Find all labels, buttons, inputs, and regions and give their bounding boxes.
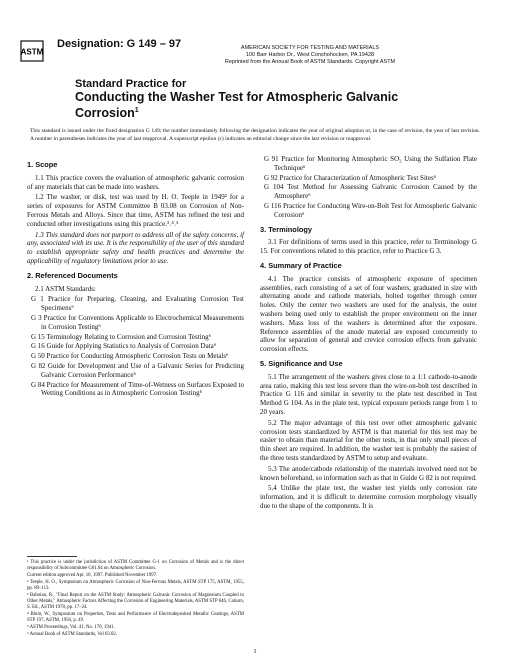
reference-item: G 82 Guide for Development and Use of a Galvanic Series for Predicting Galvanic Corrosion Performance⁶ [31,361,244,379]
paragraph: 1.1 This practice covers the evaluation of atmospheric galvanic corrosion of any materials that can be made into washers. [27,173,244,191]
footnote-rule [27,556,77,557]
reference-item: G 116 Practice for Conducting Wire-on-Bolt Test for Atmospheric Galvanic Corrosion⁶ [264,201,477,219]
reference-item: G 3 Practice for Conventions Applicable to Electrochemical Measurements in Corrosion Testing⁶ [31,313,244,331]
paragraph: 5.1 The arrangement of the washers gives close to a 1:1 cathode-to-anode area ratio, making this test less severe than the wire-on-bolt test described in Practice G 116 and similar in severity to the plate test described in Test Method G 104. As in the plate test, typical exposure periods range from 1 to 20 years. [260,372,477,416]
footnote: ² Teeple, H. O., Symposium on Atmospheric Corrosion of Non-Ferrous Metals, ASTM STP 175, ASTM, 1955, pp. 89–113. [27,580,244,591]
paragraph: 3.1 For definitions of terms used in this practice, refer to Terminology G 15. For conventions related to this practice, refer to Practice G 3. [260,238,477,256]
footnote: ⁵ ASTM Proceedings, Vol. 41, No. 170, 1941. [27,625,115,630]
page-number: 1 [253,648,257,655]
paragraph: 2.1 ASTM Standards: [35,284,96,293]
publisher-line: 100 Barr Harbor Dr., West Conshohocken, PA 19428 [245,52,375,58]
footnote: Current edition approved Apr. 10, 1997. Published November 1997. [27,573,158,578]
reference-item: G 50 Practice for Conducting Atmospheric Corrosion Tests on Metals⁶ [31,352,229,361]
title-line: Standard Practice for [75,78,187,90]
section-heading: 4. Summary of Practice [260,260,342,270]
reference-item: G 84 Practice for Measurement of Time-of-Wetness on Surfaces Exposed to Wetting Conditions as in Atmospheric Corrosion Testing⁶ [31,380,244,398]
footnote: ¹ This practice is under the jurisdiction of ASTM Committee G-1 on Corrosion of Metals and is the direct responsibility of Subcommittee G01.04 on Atmospheric Corrosion. [27,560,244,571]
section-heading: 5. Significance and Use [260,358,343,368]
title-line-text: Corrosion [75,106,135,121]
paragraph: 1.2 The washer, or disk, test was used by H. O. Teeple in 1949² for a series of exposures for ASTM Committee B 03.08 on Corrosion of Non-Ferrous Metals and Alloys. Since that time, ASTM has refined the test and conducted other investigations using this practice.³˒⁴˒⁵ [27,193,244,228]
paragraph: 1.3 This standard does not purport to address all of the safety concerns, if any, associated with its use. It is the responsibility of the user of this standard to establish appropriate safety and health practices and determine the applicability of regulatory limitations prior to use. [27,230,244,265]
reference-item: G 1 Practice for Preparing, Cleaning, and Evaluating Corrosion Test Specimens⁶ [31,295,244,313]
designation-note: This standard is issued under the fixed designation G 149; the number immediately following the designation indicates the year of original adoption or, in the case of revision, the year of last revision. A number in parentheses indicates the year of last reapproval. A superscript epsilon (ε) indicates an editorial change since the last revision or reapproval. [30,128,480,142]
title-footnote-mark: 1 [134,107,139,114]
document-title [75,78,435,120]
section-heading: 2. Referenced Documents [27,270,118,280]
publisher-line: Reprinted from the Annual Book of ASTM Standards. Copyright ASTM [224,59,396,65]
section-heading: 1. Scope [27,160,58,169]
paragraph: 4.1 The practice consists of atmospheric exposure of specimen assemblies, each consisting of a set of four washers, graduated in size with alternating anode and cathode materials, bolted together through center holes. Only the center two washers are used for the analysis, the outer washers being used only to establish the proper environment on the inner washers. Mass loss of the washers is determined after the exposure. Reference assemblies of the anode material are exposed concurrently to allow for separation of general and crevice corrosion effects from galvanic corrosion effects. [260,274,477,354]
reference-item: G 15 Terminology Relating to Corrosion and Corrosion Testing⁶ [31,332,212,341]
reference-item: G 104 Test Method for Assessing Galvanic Corrosion Caused by the Atmosphere⁶ [264,183,477,201]
reference-item: G 92 Practice for Characterization of Atmospheric Test Sites⁶ [264,173,437,182]
reference-item: G 16 Guide for Applying Statistics to Analysis of Corrosion Data⁶ [31,342,217,351]
publisher-line: AMERICAN SOCIETY FOR TESTING AND MATERIALS [240,45,380,51]
footnote: ³ Baboian, R., "Final Report on the ASTM Study: Atmospheric Galvanic Corrosion of Magnesium Coupled to Other Metals," Atmospheric Factors Affecting the Corrosion of Engineering Materials, ASTM STP 646, Coburn, S. Ed., ASTM 1978, pp. 17–24. [27,593,244,610]
reference-item: G 91 Practice for Monitoring Atmospheric SO₂ Using the Sulfation Plate Technique⁶ [264,155,477,172]
paragraph: 5.4 Unlike the plate test, the washer test yields only corrosion rate information, and it is difficult to determine corrosion morphology visually due to the shape of the components. It is [260,484,477,510]
left-column [27,155,244,399]
svg-text:ASTM: ASTM [20,47,44,57]
designation: Designation: G 149 – 97 [57,38,182,50]
title-line [75,104,435,120]
footnotes [27,556,244,639]
publisher-block [0,45,510,66]
right-column [260,155,477,513]
section-heading: 3. Terminology [260,224,313,234]
paragraph: 5.3 The anode/cathode relationship of the materials involved need not be known beforehand, so information such as that in Guide G 82 is not required. [260,464,477,482]
title-line: Conducting the Washer Test for Atmospheric Galvanic [75,90,399,104]
paragraph: 5.2 The major advantage of this test over other atmospheric galvanic corrosion tests standardized by ASTM is that material for this test may be easier to obtain than material for the other tests, in that only small pieces of thin sheet are required. In addition, the washer test is probably the easiest of the three tests standardized by ASTM to setup and evaluate. [260,418,477,462]
footnote: ⁶ Annual Book of ASTM Standards, Vol 03.02. [27,632,117,637]
footnote: ⁴ Blum, W., Symposium on Properties, Tests and Performance of Electrodeposited Metallic Coatings, ASTM STP 197, ASTM, 1956, p. 49. [27,612,244,623]
